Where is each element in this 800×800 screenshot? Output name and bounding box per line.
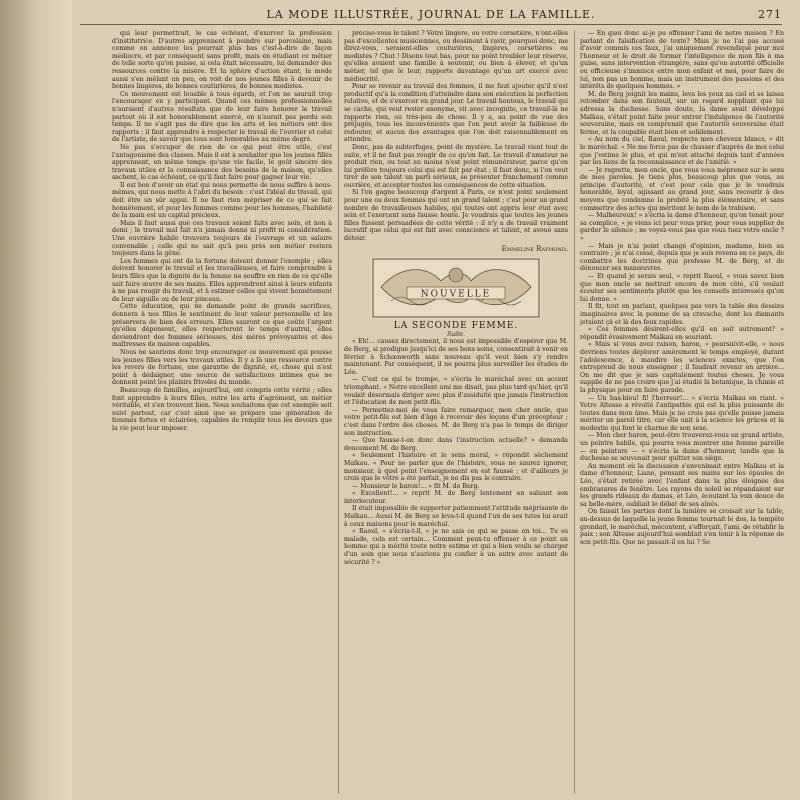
banner-label: NOUVELLE (420, 289, 492, 300)
paragraph: « Mais si vous avez raison, baron, » poursuivit-elle, « nous devrions toutes déplorer amèrement le temps employé, durant l'adolescence, à maudire les sciences exactes, que l'on entreprend de nous enseigner ; il faudrait revenir en arrière... On me dit que je sais capitalement toutes choses. Je vous supplie de ne pas croire que j'ai étudié la botanique, la chimie et la physique pour en faire parade. (580, 341, 784, 394)
page-number: 271 (758, 8, 782, 21)
paragraph: — Monsieur le baron!... » fit M. de Berg. (352, 482, 480, 490)
column-separator-2 (574, 30, 575, 794)
paragraph: Beaucoup de familles, aujourd'hui, ont compris cette vérité ; elles font apprendre à leurs filles, outre les arts d'agrément, un métier véritable, et s'en trouvent bien. Nous souhaitons que cet exemple soit suivi partout, car c'est ainsi que se prépare une génération de femmes fortes et éclairées, capables de remplir tous les devoirs que la vie peut leur imposer. (112, 386, 332, 432)
paragraph: Pour se revenir au travail des femmes, il me faut ajouter qu'il n'est productif qu'à la condition d'atteindre dans son exécution la perfection relative, et de s'exercer en grand jour. Le travail honteux, le travail qui se cache, qui veut rester anonyme, vit avec incognito, ce travail-là ne rapporte rien, ou très-peu de chose. Il y a, au point de vue des préjugés, tous les inconvénients que l'on peut avoir la faiblesse de redouter, et aucun des avantages que l'on doit raisonnablement en attendre. (344, 83, 568, 144)
paragraph: Si l'on gagne beaucoup d'argent à Paris, ce n'est point seulement pour une ou deux femmes qui ont un grand talent ; c'est pour un grand nombre de travailleuses habiles, qui toutes ont appris leur état avec soin et l'exercent sans fausse honte. Je voudrais que toutes les jeunes filles fussent persuadées de cette vérité : il n'y a de travail vraiment lucratif que celui qui est fait avec conscience et talent, et avoué sans détour. (344, 189, 568, 243)
author-signature: Emmeline Raymond. (501, 244, 568, 253)
column-3 (580, 30, 784, 796)
paragraph: — Que fausse-t-on donc dans l'instruction actuelle? » demanda doucement M. de Berg. (344, 437, 568, 452)
paragraph: Ce mouvement est louable à tous égards, et l'on ne saurait trop l'encourager en y participant. Quand ces mêmes professionnelles n'auraient d'autres résultats que de leur faire honorer le travail partout où il est honorablement exercé, on n'aurait pas perdu son temps. Il ne s'agit pas de dire que les arts et les métiers ont des rapports ; il faut apprendre à respecter le travail de l'ouvrier et celui de l'artiste, de savoir que tous sont honorables au même degré. (112, 90, 332, 144)
paragraph: précise-vous le talent ? Votre lingère, ou votre corsetière, n'ont-elles pas d'excellentes musiciennes, ou dessinent à ravir, pourquoi donc, me direz-vous, seraient-elles couturières, lingères, corsetières ou modistes ? Chut ! Disons tout bas, pour ne point troubler leur réserve, qu'elles avaient une famille à soutenir, ou bien à élever, et qu'un métier, tel que le leur, rapporte davantage qu'un art exercé avec médiocrité. (344, 30, 568, 83)
column-2-article-end (344, 30, 568, 243)
paragraph: Les femmes qui ont de la fortune doivent donner l'exemple ; elles doivent honorer le travail et les travailleuses, et faire comprendre à leurs filles que la dignité de la femme ne souffre en rien de ce qu'elle sait faire œuvre de ses mains. Elles apprendront ainsi à leurs enfants à ne pas rougir du travail, et à estimer celles qui vivent honnêtement de leur aiguille ou de leur pinceau. (112, 257, 332, 303)
story-title: LA SECONDE FEMME. (393, 321, 519, 332)
paragraph: Ne pas s'occuper de rien de ce qui peut être utile, c'est l'antagonisme des classes. Mais il est à souhaiter que les jeunes filles apprennent, en même temps qu'une vie facile, le goût sincère des travaux utiles et la connaissance des besoins de la maison, qu'elles sachent, le cas échéant, ce qu'il faut faire pour gagner leur vie. (112, 143, 332, 182)
paragraph: — Mais je n'ai point changé d'opinion, madame, bien au contraire ; je n'ai cessé, depuis que je suis revenu en ce pays, de combattre les doctrines que professe M. de Berg, et de dénoncer ses manœuvres. (580, 242, 784, 273)
paragraph: « Raoul, » s'écria-t-il, « je ne sais ce qui se passe en toi... Tu es malade, cela est certain... Comment peux-tu offenser à ce point un homme qui a mérité toute notre estime et qui a bien voulu se charger d'un soin que nous n'aurions pu confier à un autre avec autant de sécurité ? » (344, 528, 568, 566)
paragraph: — Et quand je serais seul, » reprit Raoul, « vous savez bien que mon oncle se mettrait encore de mon côté, s'il voulait écouter ses sentiments plutôt que les conseils intéressés qu'on lui donne. » (580, 273, 784, 303)
paragraph: — Permettez-moi de vous faire remarquer, mon cher oncle, que votre petit-fils est bien d'âge à recevoir des leçons d'un précepteur ; c'est dans l'ordre des choses. M. de Berg n'a pas le temps de diriger son instruction. (344, 406, 568, 437)
column-separator-1 (338, 30, 339, 794)
paragraph: qui leur permettrait, le cas échéant, d'exercer la profession d'institutrice. D'autres apprennent à peindre sur porcelaine, mais comme on annonce les pourrait plus bas c'est-à-dire de façon médiocre, et par conséquent sans profit, mais en étudiant ce métier de telle sorte qu'on puisse, si cela était nécessaire, lui demander des ressources contre la misère. Et la sphère d'action étant, la mode aussi s'en mêlant un peu, on voit de nos jeunes filles à devenir de bonnes lingères, de bonnes couturières, de bonnes modistes. (112, 30, 332, 91)
column-1 (112, 30, 332, 796)
paragraph: Donc, pas de subterfuges, point de mystère. Le travail vient tout de suite, et il ne faut pas rougir de ce qu'on fait. Le travail d'amateur ne produit rien, ou tout au moins n'est point rémunérateur, parce qu'on lui préfère toujours celui qui est fait par état ; il faut donc, si l'on veut tirer de son talent un parti sérieux, se présenter franchement comme ouvrière, et accepter toutes les conséquences de cette situation. (344, 143, 568, 189)
paragraph: Il fit, tout en parlant, quelques pas vers la table des dessins imaginaires avec la pomme de sa cravache, dont les diamants jetaient çà et là des feux rapides. (580, 303, 784, 326)
paragraph: « Au nom du ciel, Raoul, respecte mes cheveux blancs, » dit le maréchal. « Ne me force pas de chasser d'auprès de moi celui que j'estime le plus, et qui m'est attaché depuis tant d'années par les liens de la reconnaissance et de l'amitié. » (580, 136, 784, 167)
paragraph: « Seulement l'histoire et le sens moral, » répondit sèchement Malkau. « Pour ne parler que de l'histoire, vous ne saurez ignorer, monsieur, à quel point l'enseignement en est faussé ; et d'ailleurs je crois que le vôtre a été parfait, je ne dis pas le contraire. (344, 452, 568, 483)
paragraph: « Excellent!... » reprit M. de Berg lentement en saluant son interlocuteur. (344, 490, 568, 505)
page-edge-shadow (0, 0, 36, 800)
paragraph: « Eh!... causez directement, il nous est impossible d'espérer que M. de Berg, si prodigue jusqu'ici de ses bons soins, consentirait à venir en février à Schœnworth sans nouveau qu'il veut bien s'y rendre maintenant. Par conséquent, il ne pourra plus surveiller les études de Léo. (344, 338, 568, 376)
column-3-text (580, 30, 784, 546)
paragraph: — Je regrette, mon oncle, que vous vous méprenez sur le sens de mes paroles. Je tiens plus, beaucoup plus que vous, au principe d'autorité, et c'est pour cela que je le voudrais honorable, loyal, agissant au grand jour, sans recourir à des moyens que condamne la probité la plus élémentaire, et sans commettre des actes qui méritent le nom de la trahison. (580, 166, 784, 212)
nouvelle-ornament-icon (371, 257, 541, 319)
paragraph: M. de Berg joignit les mains, leva les yeux au ciel et se laissa retomber dans son fauteuil, sur un regard suppliant que lui adressa la duchesse. Sans doute, la dame avait développé Malkau, s'était point faite pour entrer l'indulgence de l'autorité souveraine, mais on comprenait que l'autorité souveraine était ferme, et la coupable était bien et solidement. (580, 90, 784, 136)
column-1-text (112, 30, 332, 432)
paragraph: Cette éducation, qui ne demande point de grands sacrifices, donnera à nos filles le sentiment de leur valeur personnelle et les préservera de bien des erreurs. Elles sauront ce que coûte l'argent qu'elles dépensent, elles respecteront le temps d'autrui, elles deviendront des femmes sérieuses, des mères prévoyantes et des maîtresses de maison capables. (112, 303, 332, 349)
column-2 (344, 30, 568, 796)
nouvelle-banner (371, 257, 541, 319)
paragraph: « Ces femmes désirent-elles qu'il en soit autrement? » répondit évasivement Malkau en souriant. (580, 326, 784, 341)
paragraph: — C'est ce qui te trompe, » s'écria le maréchal avec un accent triomphant. « Notre excellent ami me disait, pas plus tard qu'hier, qu'il voulait désormais diriger avec plus d'assiduité que jamais l'instruction et l'éducation de mon petit-fils. (344, 376, 568, 407)
story-continuation-note: Suite. (447, 330, 465, 338)
header-rule (80, 24, 782, 25)
paragraph: Il était impossible de supporter patiemment l'attitude méprisante de Malkau... Aussi M. de Berg se leva-t-il quand l'un de ses tutes lui avait à ceux maisons pour le maréchal. (344, 505, 568, 528)
paragraph: — En quoi donc ai-je pu offenser l'ami de notre maison ? En parlant de falsification de texte? Mais je ne l'ai pas accusé d'avoir commis ces faux, j'ai uniquement revendiqué pour moi l'honneur et le droit de former l'intelligence de mon fils à ma guise, sans intervention étrangère, sans qu'on autorité officielle ou officieuse s'immisce entre mon enfant et moi, pour faire de lui, non pas un homme, mais un instrument des passions et des intérêts de quelques hommes. » (580, 30, 784, 91)
journal-title: LA MODE ILLUSTRÉE, JOURNAL DE LA FAMILLE. (266, 8, 596, 21)
column-2-story-text (344, 338, 568, 566)
paragraph: Nous ne saurions donc trop encourager ce mouvement qui pousse les jeunes filles vers les travaux utiles. Il y a là une ressource contre les revers de fortune, une garantie de dignité, et, chose qui n'est point à dédaigner, une source de satisfactions intimes que ne donnent point les plaisirs frivoles du monde. (112, 348, 332, 387)
paragraph: Au moment où la discussion s'envenimait entre Malkau et la dame d'honneur, Liane, pensant ses mains sur les épaules de Léo, s'était retirée avec l'enfant dans la plus éloignée des embrasures de fenêtre. Les rayons du soleil se répandaient sur les grands rideaux de damas, et Léo, écoutant la voix douce de sa belle-mère, oubliait le débat de ses aînés. (580, 462, 784, 508)
paragraph: On faisait les parties dont la lumière se croisait sur la table, au-dessus de laquelle la jeune femme tournait le dos, la tempête grondait, le maréchal, mécontent, s'efforçait, l'ami, de rétablir la paix : son Altesse aujourd'hui semblait s'en tenir à la réponse de son petit-fils. Que ne passait-il en lui ? Se (580, 508, 784, 546)
paragraph: Mais il faut aussi que ces travaux soient faits avec soin, et non à demi ; le travail mal fait n'a jamais donné ni profit ni considération. Une ouvrière habile trouvera toujours de l'ouvrage et un salaire convenable ; celle qui ne sait qu'à peu près son métier restera toujours dans la gêne. (112, 219, 332, 258)
paragraph: — Un bas-bleu! fi! l'horreur!... » s'écria Malkau en riant. « Votre Altesse a révolté l'antipathie qui est la plus puissante de toutes dans mon âme. Mais je ne crois pas qu'elle puisse jamais mériter un pareil titre, car elle unit à la science les grâces et la modestie qui font le charme de son sexe. (580, 394, 784, 432)
paragraph: Il est bon d'avoir un état qui nous permette de nous suffire à nous-mêmes, qui nous mette à l'abri du besoin : c'est l'idéal du travail, qui doit être un sûr appui. Il ne faut rien mépriser de ce qui se fait honnêtement, et pour les femmes comme pour les hommes, l'habileté de la main est un capital précieux. (112, 181, 332, 220)
paragraph: — Mon cher baron, peut-être trouverez-vous un grand artiste, un peintre habile, qui pourra vous montrer une femme pareille — en peinture — » s'écria la dame d'honneur, tandis que la duchesse se souvenait pour quitter son siège. (580, 432, 784, 463)
paragraph: — Malheureux! » s'écria la dame d'honneur, qu'on tenait pour sa complice, « je viens ici pour vous prier, pour vous supplier de garder le silence ; ne voyez-vous pas que vous tuez votre oncle ? » (580, 212, 784, 243)
